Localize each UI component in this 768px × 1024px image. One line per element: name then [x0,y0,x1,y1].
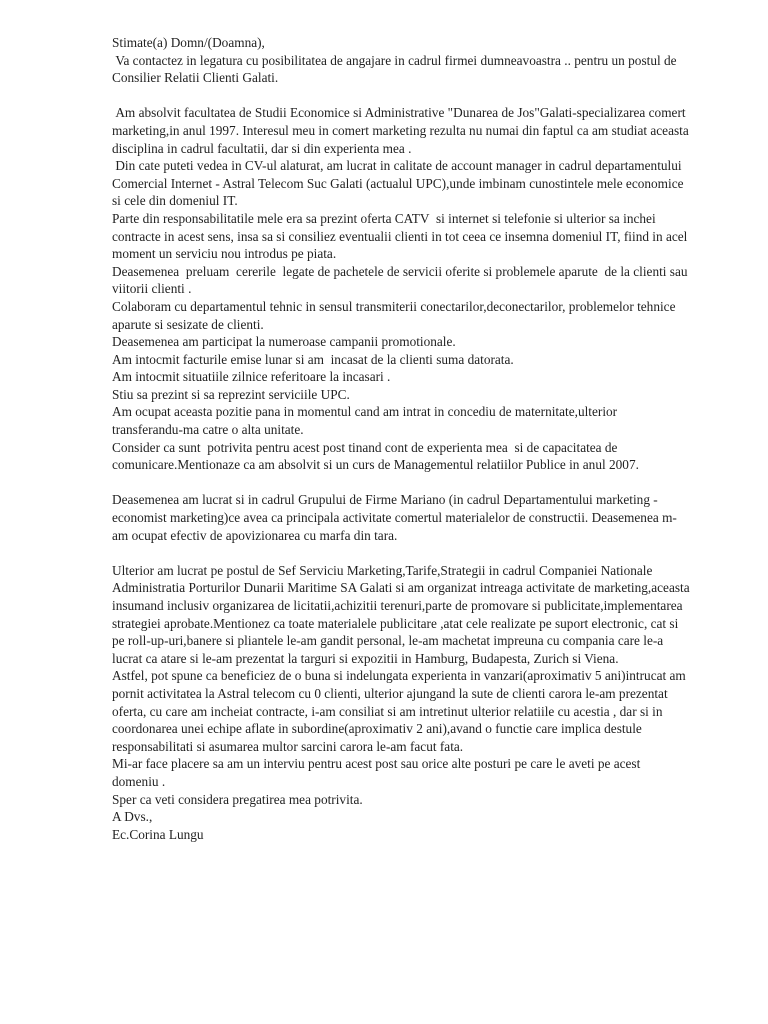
blank-line [112,87,690,105]
letter-paragraph: Mi-ar face placere sa am un interviu pentru acest post sau orice alte posturi pe care le aveti pe acest domeniu . [112,756,644,789]
letter-paragraphs [112,52,693,809]
letter-paragraph: Din cate puteti vedea in CV-ul alaturat, am lucrat in calitate de account manager in cadrul departamentului Comercial Internet - Astral Telecom Suc Galati (actualul UPC),unde imbinam cunostintele mele economice si cele din domeniul IT. [112,158,687,209]
letter-paragraph: Am absolvit facultatea de Studii Economice si Administrative "Dunarea de Jos"Galati-specializarea comert marketing,in anul 1997. Interesul meu in comert marketing rezulta nu numai din faptul ca am studiat aceasta disciplina in cadrul facultatii, dar si din experienta mea . [112,105,693,156]
letter-paragraph: Am ocupat aceasta pozitie pana in momentul cand am intrat in concediu de maternitate,ulterior transferandu-ma catre o alta unitate. [112,404,621,438]
salutation: Stimate(a) Domn/(Doamna), [112,35,265,50]
blank-line [112,474,690,492]
letter-paragraph: Colaboram cu departamentul tehnic in sensul transmiterii conectarilor,deconectarilor, problemelor tehnice aparute si sesizate de clienti. [112,298,679,332]
letter-paragraph: Am intocmit situatiile zilnice referitoare la incasari . [112,369,391,385]
letter-paragraph: Deasemenea preluam cererile legate de pachetele de servicii oferite si problemele aparute de la clienti sau viitorii clienti . [112,263,691,297]
letter-paragraph: Consider ca sunt potrivita pentru acest post tinand cont de experienta mea si de capacitatea de comunicare.Mentionaze ca am absolvit si un curs de Managementul relatiilor Publice in anul 2007. [112,439,639,473]
letter-paragraph: Deasemenea am participat la numeroase campanii promotionale. [112,334,456,350]
letter-paragraph: Am intocmit facturile emise lunar si am incasat de la clienti suma datorata. [112,351,514,367]
blank-line [112,544,690,562]
letter-paragraph: Astfel, pot spune ca beneficiez de o buna si indelungata experienta in vanzari(aproximativ 5 ani)intrucat am pornit activitatea la Astral telecom cu 0 clienti, ulterior ajungand la sute de clienti carora le-am prezentat oferta, cu care am incheiat contracte, i-am consiliat si am intretinut ulterior relatiile cu acestia , dar si in coordonarea unei echipe aflate in subordine(aproximativ 2 ani),avand o functie care implica destule responsabilitati si asumarea multor sarcini carora le-am facut fata. [112,668,690,754]
letter-paragraph: Sper ca veti considera pregatirea mea potrivita. [112,791,363,807]
letter-paragraph: Stiu sa prezint si sa reprezint serviciile UPC. [112,386,350,402]
signature: Ec.Corina Lungu [112,826,204,842]
letter-body [112,34,693,843]
letter-paragraph: Deasemenea am lucrat si in cadrul Grupului de Firme Mariano (in cadrul Departamentului marketing -economist marketing)ce avea ca principala activitate comertul materialelor de constructii. Deasemenea m-am ocupat efectiv de apovizionarea cu marfa din tara. [112,492,677,543]
letter-paragraph: Ulterior am lucrat pe postul de Sef Serviciu Marketing,Tarife,Strategii in cadrul Companiei Nationale Administratia Porturilor Dunarii Maritime SA Galati si am organizat intreaga activitate de marketing,aceasta insumand inclusiv organizarea de licitatii,achizitii terenuri,parte de promovare si publicitate,implementarea strategiei aprobate.Mentionez ca toate materialele publicitare ,atat cele realizate pe suport electronic, cat si pe roll-up-uri,banere si pliantele le-am gandit personal, le-am machetat impreuna cu compania care le-a lucrat ca atare si le-am prezentat la targuri si expozitii in Hamburg, Budapesta, Zurich si Viena. [112,562,693,666]
letter-paragraph: Va contactez in legatura cu posibilitatea de angajare in cadrul firmei dumneavoastra .. pentru un postul de Consilier Relatii Clienti Galati. [112,52,680,86]
closing: A Dvs., [112,809,153,825]
letter-paragraph: Parte din responsabilitatile mele era sa prezint oferta CATV si internet si telefonie si ulterior sa inchei contracte in acest sens, insa sa si consiliez eventualii clienti in tot ceea ce insemna domeniul IT, fiind in acel moment un serviciu nou introdus pe piata. [112,210,691,262]
